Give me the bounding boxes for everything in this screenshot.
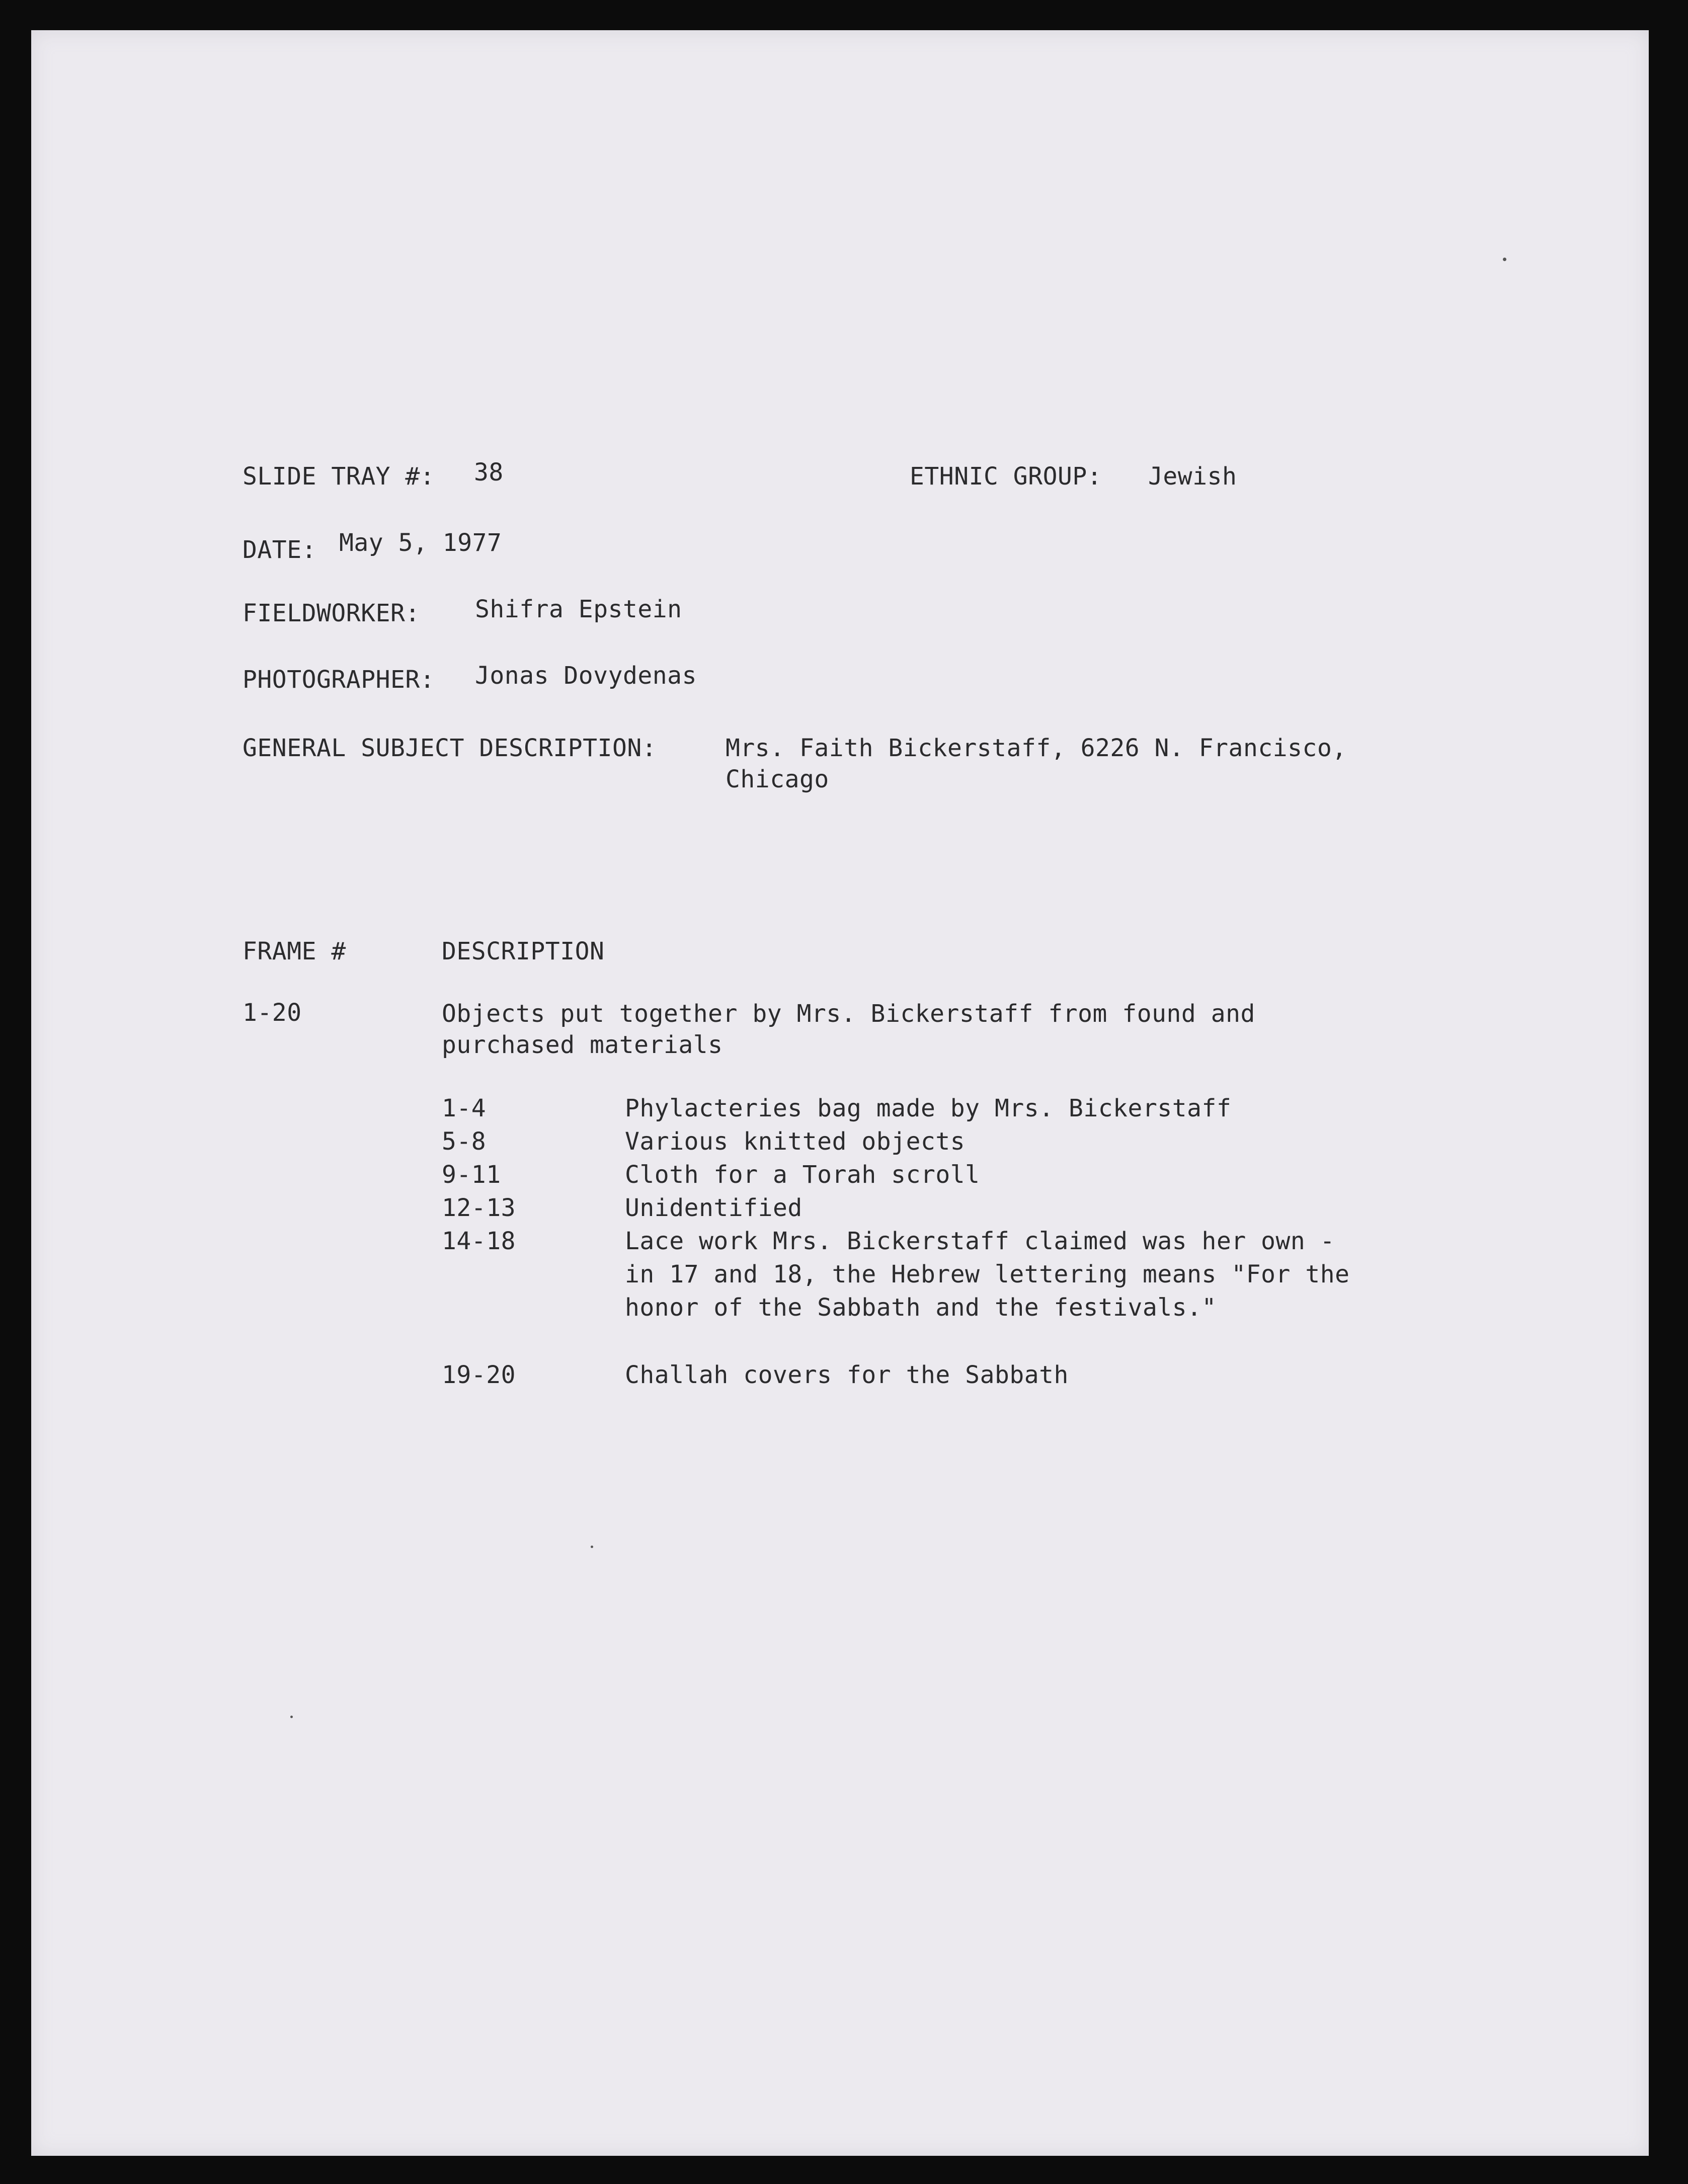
item-frames: 14-18	[442, 1227, 516, 1255]
fieldworker-value: Shifra Epstein	[475, 595, 682, 623]
date-label: DATE:	[243, 536, 316, 564]
item-description: Challah covers for the Sabbath	[625, 1361, 1069, 1389]
fieldworker-label: FIELDWORKER:	[243, 599, 420, 627]
item-frames: 12-13	[442, 1194, 516, 1222]
main-frame-range: 1-20	[243, 999, 302, 1027]
photographer-value: Jonas Dovydenas	[475, 662, 697, 690]
item-frames: 9-11	[442, 1161, 501, 1189]
description-column-header: DESCRIPTION	[442, 937, 605, 965]
paper-speck	[1503, 258, 1506, 261]
paper-speck	[591, 1546, 593, 1548]
ethnic-group-value: Jewish	[1148, 462, 1237, 491]
slide-tray-label: SLIDE TRAY #:	[243, 462, 435, 491]
paper-speck	[290, 1716, 293, 1718]
photographer-label: PHOTOGRAPHER:	[243, 666, 435, 694]
frame-column-header: FRAME #	[243, 937, 346, 965]
item-frames: 1-4	[442, 1094, 487, 1122]
item-description: honor of the Sabbath and the festivals."	[625, 1293, 1217, 1322]
main-description-line1: Objects put together by Mrs. Bickerstaff from found and	[442, 1000, 1255, 1028]
subject-value-line2: Chicago	[726, 765, 829, 793]
item-frames: 5-8	[442, 1127, 487, 1156]
item-description: in 17 and 18, the Hebrew lettering means "For the	[625, 1260, 1350, 1288]
item-description: Various knitted objects	[625, 1127, 966, 1156]
item-description: Unidentified	[625, 1194, 802, 1222]
subject-label: GENERAL SUBJECT DESCRIPTION:	[243, 734, 657, 762]
item-description: Cloth for a Torah scroll	[625, 1161, 980, 1189]
item-frames: 19-20	[442, 1361, 516, 1389]
slide-tray-value: 38	[474, 458, 504, 487]
main-description-line2: purchased materials	[442, 1031, 723, 1059]
ethnic-group-label: ETHNIC GROUP:	[910, 462, 1102, 491]
item-description: Lace work Mrs. Bickerstaff claimed was her own -	[625, 1227, 1335, 1255]
item-description: Phylacteries bag made by Mrs. Bickerstaff	[625, 1094, 1232, 1122]
document-page	[31, 30, 1649, 2156]
subject-value-line1: Mrs. Faith Bickerstaff, 6226 N. Francisco,	[726, 734, 1347, 762]
date-value: May 5, 1977	[339, 529, 502, 557]
